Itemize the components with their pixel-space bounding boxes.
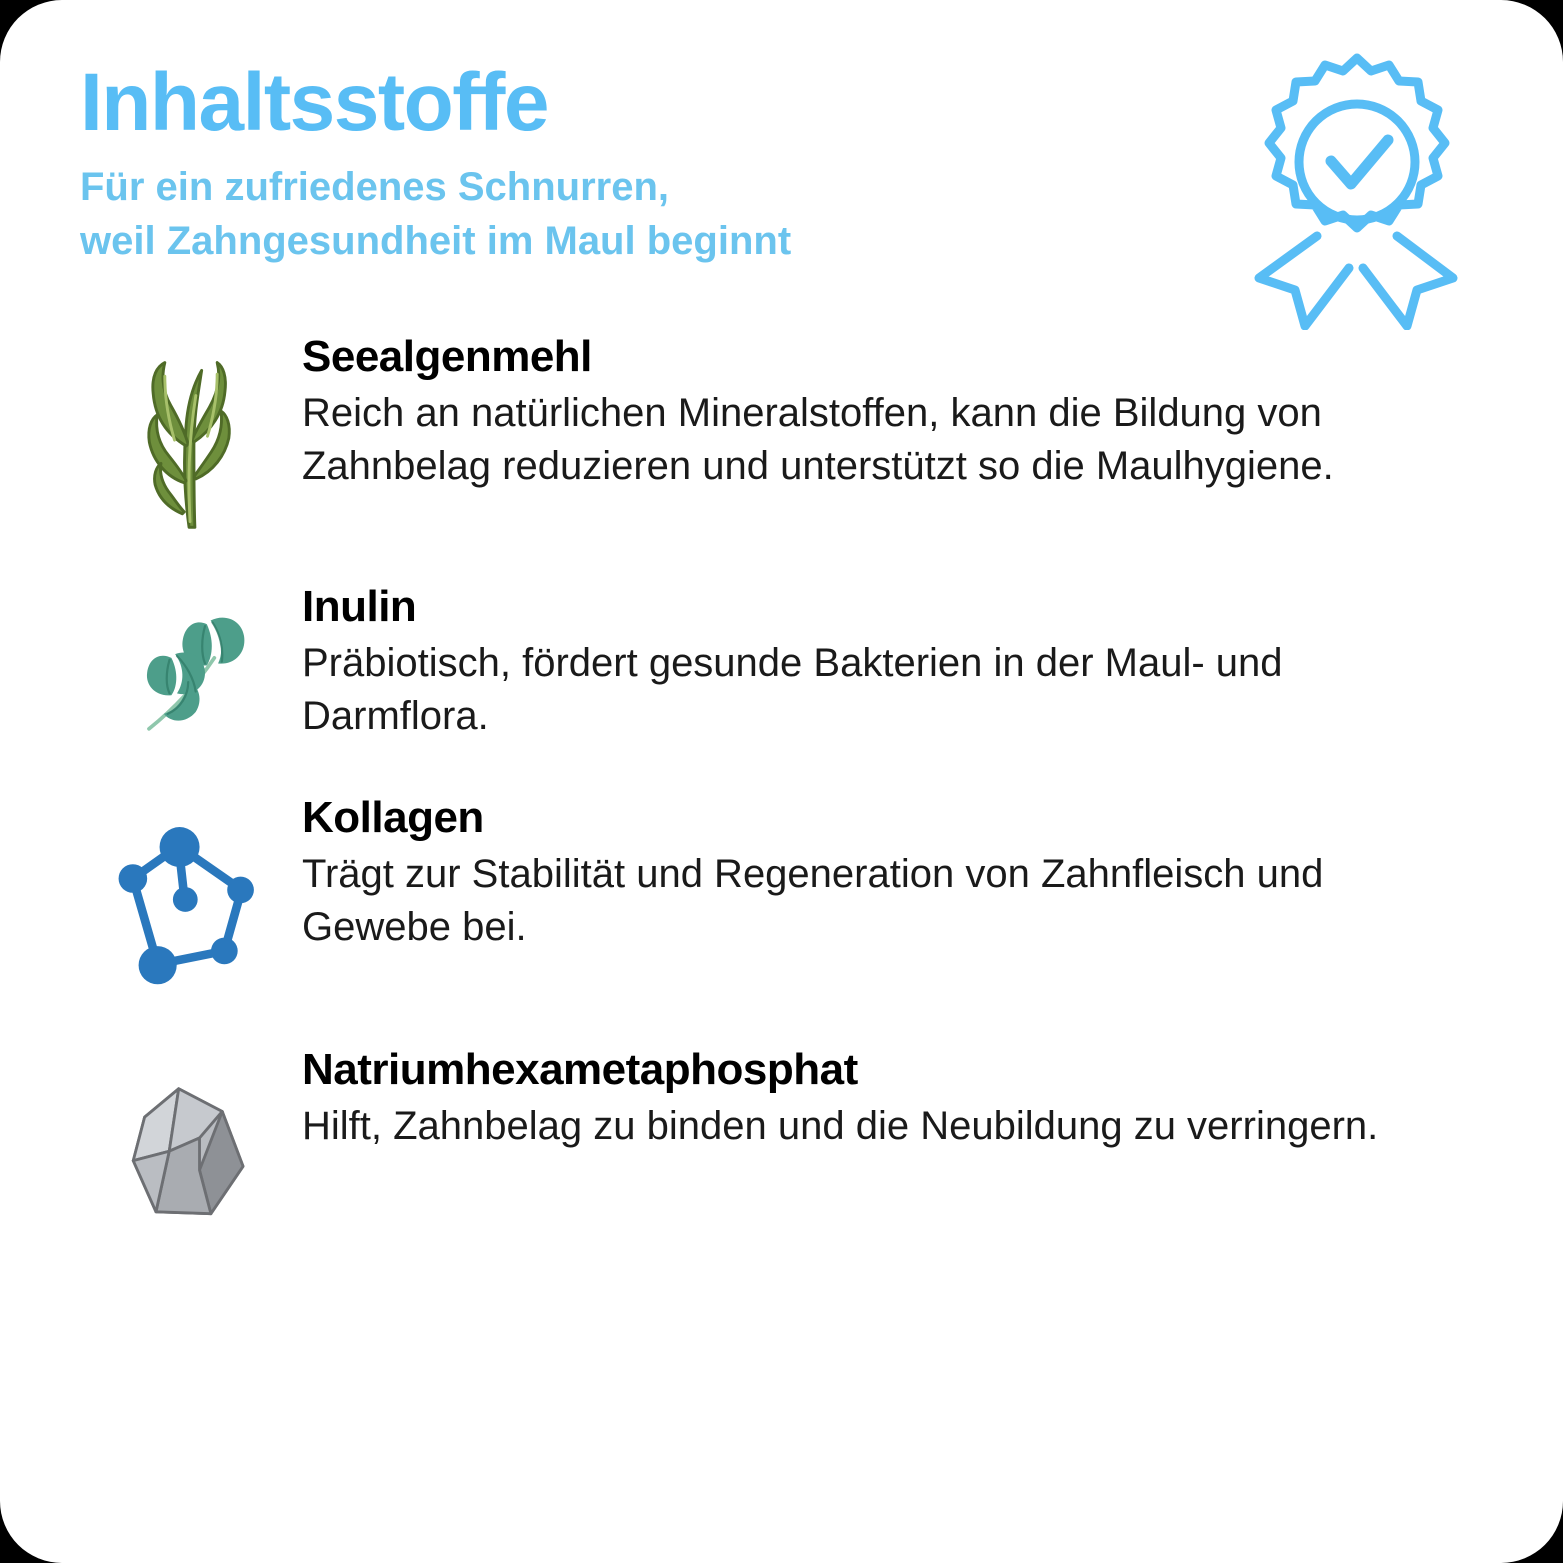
mineral-stone-icon	[80, 1045, 302, 1231]
quality-seal-check-icon	[1221, 40, 1491, 330]
ingredient-text: Präbiotisch, fördert gesunde Bakterien in der Maul- und Darmflora.	[302, 641, 1283, 739]
seaweed-icon	[80, 332, 302, 532]
page-title: Inhaltsstoffe	[80, 57, 548, 148]
ingredient-text: Hilft, Zahnbelag zu binden und die Neubildung zu verringern.	[302, 1104, 1379, 1149]
herb-leaf-icon	[80, 582, 302, 740]
ingredient-title: Seealgenmehl	[302, 332, 592, 381]
subtitle-line-1: Für ein zufriedenes Schnurren,	[80, 165, 670, 209]
ingredient-title: Kollagen	[302, 792, 484, 842]
ingredient-body	[302, 582, 1491, 743]
ingredient-text: Reich an natürlichen Mineralstoffen, kann die Bildung von Zahnbelag reduzieren und unterstützt so die Maulhygiene.	[302, 391, 1334, 489]
list-item	[80, 332, 1491, 532]
molecule-icon	[80, 793, 302, 995]
ingredient-body	[302, 332, 1491, 493]
list-item	[80, 1045, 1491, 1231]
ingredient-body	[302, 1045, 1491, 1153]
list-item	[80, 582, 1491, 743]
ingredient-body	[302, 793, 1491, 954]
card-header	[80, 57, 1491, 268]
ingredient-title: Natriumhexametaphosphat	[302, 1044, 858, 1094]
page-subtitle	[80, 160, 1080, 268]
ingredient-text: Trägt zur Stabilität und Regeneration von Zahnfleisch und Gewebe bei.	[302, 852, 1324, 949]
subtitle-line-2: weil Zahngesundheit im Maul beginnt	[80, 219, 792, 263]
list-item	[80, 793, 1491, 995]
ingredient-title: Inulin	[302, 582, 417, 631]
ingredients-list	[80, 332, 1491, 1231]
